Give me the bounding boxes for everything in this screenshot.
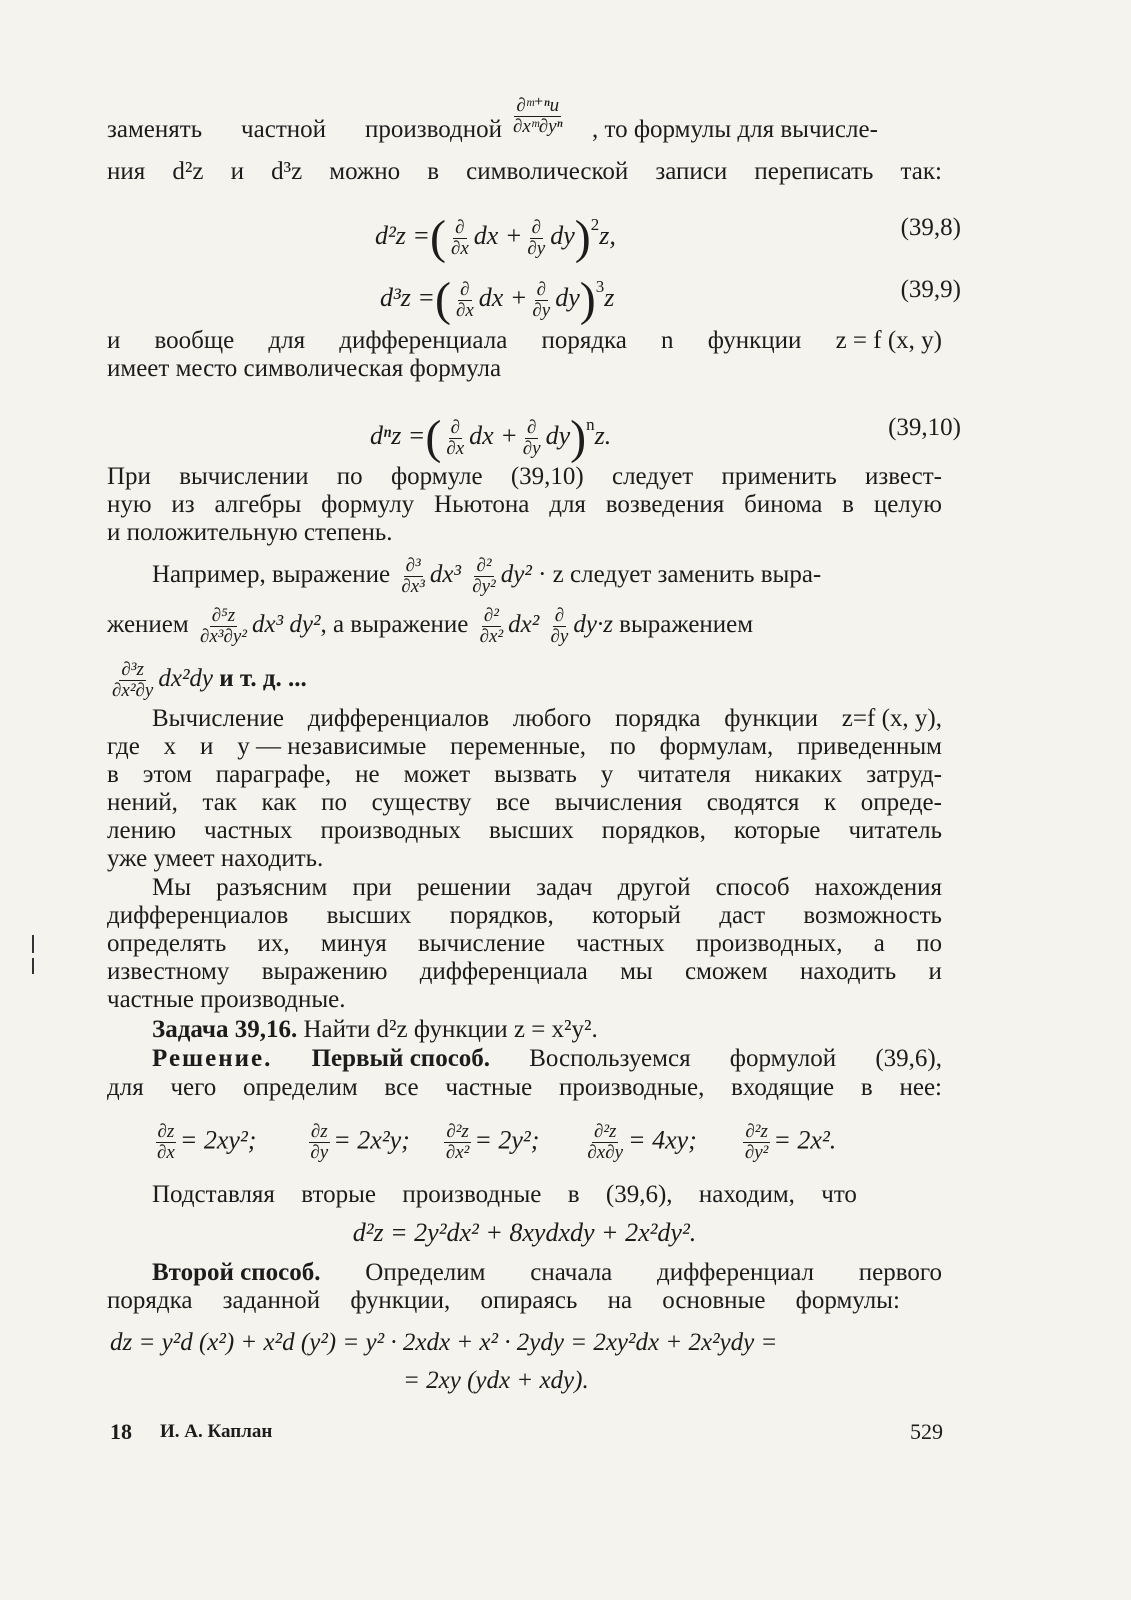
d2z-result: d²z = 2y²dx² + 8xydxdy + 2x²dy². <box>352 1218 697 1247</box>
word: к <box>823 789 837 816</box>
word: частной <box>241 116 326 143</box>
word: n <box>661 327 674 354</box>
word: порядков, <box>449 902 554 929</box>
word: и <box>107 327 121 354</box>
word: Подставляя <box>152 1181 275 1208</box>
example-line: $\frac{\text{∂³z}}{\text{∂x²∂y}}$ dx²dy и т. д. ... <box>112 659 307 701</box>
word: d³z <box>271 158 303 185</box>
example-line: Например, выражение ∂³ ∂x³ dx³ ∂² ∂y² dy² · z следует заменить выра- <box>152 555 822 597</box>
text-line <box>107 901 942 931</box>
word: производные, <box>559 1074 705 1101</box>
word: известному <box>107 958 230 985</box>
word: формулам, <box>659 733 774 760</box>
word: порядка <box>541 327 627 354</box>
text-line <box>107 816 942 846</box>
word: порядка <box>615 705 701 732</box>
text-line <box>152 1180 857 1210</box>
word: формулу <box>321 491 415 518</box>
word: мы <box>620 958 653 985</box>
word: на <box>607 1287 633 1314</box>
word: производные <box>402 1181 542 1208</box>
word: лению <box>107 817 177 844</box>
word: высших <box>326 902 412 929</box>
word: по <box>336 463 363 490</box>
equation-39-10: dⁿz =( ∂ ∂x dx + ∂ ∂y dy)$^n$z. <box>370 411 612 465</box>
text-line <box>107 157 942 187</box>
word: чего <box>170 1074 217 1101</box>
word: в <box>107 761 119 788</box>
word: не <box>355 761 380 788</box>
word: разъясним <box>216 874 328 901</box>
word: по <box>321 789 348 816</box>
word: формуле <box>390 463 483 490</box>
word: частных <box>204 817 293 844</box>
word: возведения <box>605 491 725 518</box>
word: дифференциалов <box>107 902 289 929</box>
word: формулы: <box>795 1287 900 1314</box>
partial-derivatives: $\frac{\partial z}{\partial x}$ = 2xy²; $\frac{\partial z}{\partial y}$ = 2x²y; $\frac{\text{∂²z}}{\text{∂x²}}$ = 2y²; $\frac{\text{∂²z}}{\partial x\partial y}$ = 4xy; $\frac{\text{∂²z}}{\text{∂y²}}$ = 2x². <box>157 1121 837 1163</box>
text-line: , то формулы для вычисле- <box>592 116 878 143</box>
word: выражению <box>261 958 388 985</box>
text-line <box>107 326 942 356</box>
word: определим <box>243 1074 358 1101</box>
margin-mark <box>32 958 34 974</box>
word: входящие <box>731 1074 835 1101</box>
equation-number: (39,9) <box>900 276 961 303</box>
text-line <box>152 873 942 903</box>
word: этом <box>142 761 192 788</box>
word: и <box>230 158 244 185</box>
word: а <box>873 930 885 957</box>
word: Ньютона <box>434 491 530 518</box>
word: вычислении <box>179 463 309 490</box>
word: высших <box>488 817 574 844</box>
text-line <box>107 732 942 762</box>
word: d²z <box>172 158 204 185</box>
word: (39,6), <box>605 1181 673 1208</box>
text-line: имеет место символическая формула <box>107 355 502 382</box>
text-line: уже умеет находить. <box>107 845 324 872</box>
word: частные <box>445 1074 533 1101</box>
word: При <box>107 463 151 490</box>
equation-39-8: d²z =( ∂ ∂x dx + ∂ ∂y dy)$^2$z, <box>375 211 616 265</box>
word: функции <box>724 705 819 732</box>
word: при <box>352 874 392 901</box>
word: основные <box>662 1287 766 1314</box>
text-line <box>107 929 942 959</box>
word: в <box>842 491 854 518</box>
word: производных <box>320 817 461 844</box>
word: способ <box>715 874 790 901</box>
word: вычисления <box>554 789 683 816</box>
word: порядка <box>107 1287 193 1314</box>
word: нее: <box>899 1074 942 1101</box>
word: приведенным <box>797 733 942 760</box>
word: решении <box>416 874 511 901</box>
word: никаких <box>754 761 843 788</box>
text-line <box>107 957 942 987</box>
word: переписать <box>754 158 874 185</box>
word: ную <box>107 491 152 518</box>
word: производной <box>364 116 502 143</box>
word: возможность <box>803 902 942 929</box>
word: y — независимые <box>237 733 427 760</box>
word: z = f (x, y) <box>835 327 942 354</box>
word: другой <box>617 874 691 901</box>
text-line <box>152 704 942 734</box>
word: x <box>163 733 177 760</box>
word: ния <box>107 158 146 185</box>
word: Мы <box>152 874 192 901</box>
text-line: и положительную степень. <box>107 519 393 546</box>
word: так <box>202 789 237 816</box>
word: минуя <box>320 930 387 957</box>
word: находим, <box>698 1181 795 1208</box>
word: алгебры <box>214 491 302 518</box>
equation-39-9: d³z =( ∂ ∂x dx + ∂ ∂y dy)$^3$z <box>380 273 615 327</box>
word: заданной <box>222 1287 321 1314</box>
word: читателя <box>637 761 731 788</box>
word: функции, <box>350 1287 451 1314</box>
word: производных, <box>695 930 843 957</box>
author-name: И. А. Каплан <box>160 1421 273 1442</box>
word: нахождения <box>814 874 942 901</box>
task-line: Задача 39,16. Найти d²z функции z = x²y². <box>152 1016 598 1043</box>
word: так: <box>900 158 942 185</box>
word: что <box>821 1181 857 1208</box>
word: и <box>928 958 942 985</box>
word: определять <box>107 930 227 957</box>
word: вызвать <box>494 761 577 788</box>
word: может <box>403 761 471 788</box>
word: извест- <box>864 463 942 490</box>
word: (39,10) <box>510 463 584 490</box>
word: дифференциалов <box>307 705 489 732</box>
word: который <box>592 902 681 929</box>
word: можно <box>329 158 401 185</box>
word: где <box>107 733 140 760</box>
word: Вычисление <box>152 705 284 732</box>
word: их, <box>257 930 290 957</box>
word: вычисление <box>417 930 546 957</box>
word: любого <box>512 705 592 732</box>
dz-line-2: = 2xy (ydx + xdy). <box>403 1367 589 1394</box>
word: у <box>600 761 614 788</box>
word: и <box>199 733 214 760</box>
word: дифференциала <box>339 327 508 354</box>
word: существу <box>371 789 472 816</box>
signature-mark: 18 <box>110 1419 132 1444</box>
word: в <box>567 1181 580 1208</box>
text-line <box>107 1073 942 1103</box>
text-line: частные производные. <box>107 986 346 1013</box>
word: затруд- <box>866 761 942 788</box>
word: сводятся <box>706 789 800 816</box>
equation-number: (39,10) <box>888 414 961 441</box>
word: как <box>261 789 297 816</box>
word: по <box>916 930 942 957</box>
word: дифференциала <box>419 958 588 985</box>
word: следует <box>611 463 694 490</box>
word: в <box>860 1074 873 1101</box>
word: вообще <box>154 327 235 354</box>
word: для <box>107 1074 144 1101</box>
word: бинома <box>744 491 823 518</box>
word: применить <box>721 463 837 490</box>
word: для <box>268 327 306 354</box>
word: переменные, <box>450 733 587 760</box>
second-method-line: Второй способ. Определим сначала дифференциал первого <box>152 1259 942 1286</box>
equation-number: (39,8) <box>900 214 961 241</box>
page-number: 529 <box>910 1419 943 1444</box>
text-line <box>107 788 942 818</box>
text-line <box>107 462 942 492</box>
word: задач <box>536 874 593 901</box>
word: даст <box>719 902 766 929</box>
word: z=f (x, y), <box>841 705 942 732</box>
text-line <box>107 760 942 790</box>
dz-line-1: dz = y²d (x²) + x²d (y²) = y² · 2xdx + x² · 2ydy = 2xy²dx + 2x²ydy = <box>110 1329 778 1356</box>
word: которые <box>733 817 821 844</box>
word: целую <box>873 491 942 518</box>
word: опреде- <box>860 789 942 816</box>
word: для <box>549 491 586 518</box>
word: записи <box>655 158 728 185</box>
text-line <box>107 1286 900 1316</box>
word: читатель <box>848 817 942 844</box>
word: частных <box>576 930 665 957</box>
text-line <box>107 115 502 145</box>
word: сможем <box>685 958 768 985</box>
word: параграфе, <box>215 761 332 788</box>
word: нений, <box>107 789 178 816</box>
word: по <box>609 733 636 760</box>
text-line <box>107 490 942 520</box>
word: вторые <box>301 1181 376 1208</box>
word: заменять <box>107 116 203 143</box>
word: находить <box>799 958 897 985</box>
example-line: жением $\frac{\text{∂⁵z}}{\text{∂x³∂y²}}$ dx³ dy², а выражение ∂² ∂x² dx² ∂ ∂y dy·z выражением <box>107 605 754 647</box>
word: все <box>384 1074 419 1101</box>
word: в <box>427 158 440 185</box>
word: все <box>495 789 531 816</box>
word: опираясь <box>480 1287 578 1314</box>
derivative-fraction: ∂ᵐ⁺ⁿu ∂xᵐ∂yⁿ <box>513 95 563 137</box>
margin-mark <box>32 935 34 953</box>
word: символической <box>466 158 629 185</box>
word: из <box>171 491 195 518</box>
solution-line: Решение. Первый способ. Воспользуемся формулой (39,6), <box>152 1045 942 1072</box>
word: порядков, <box>601 817 706 844</box>
word: функции <box>707 327 802 354</box>
